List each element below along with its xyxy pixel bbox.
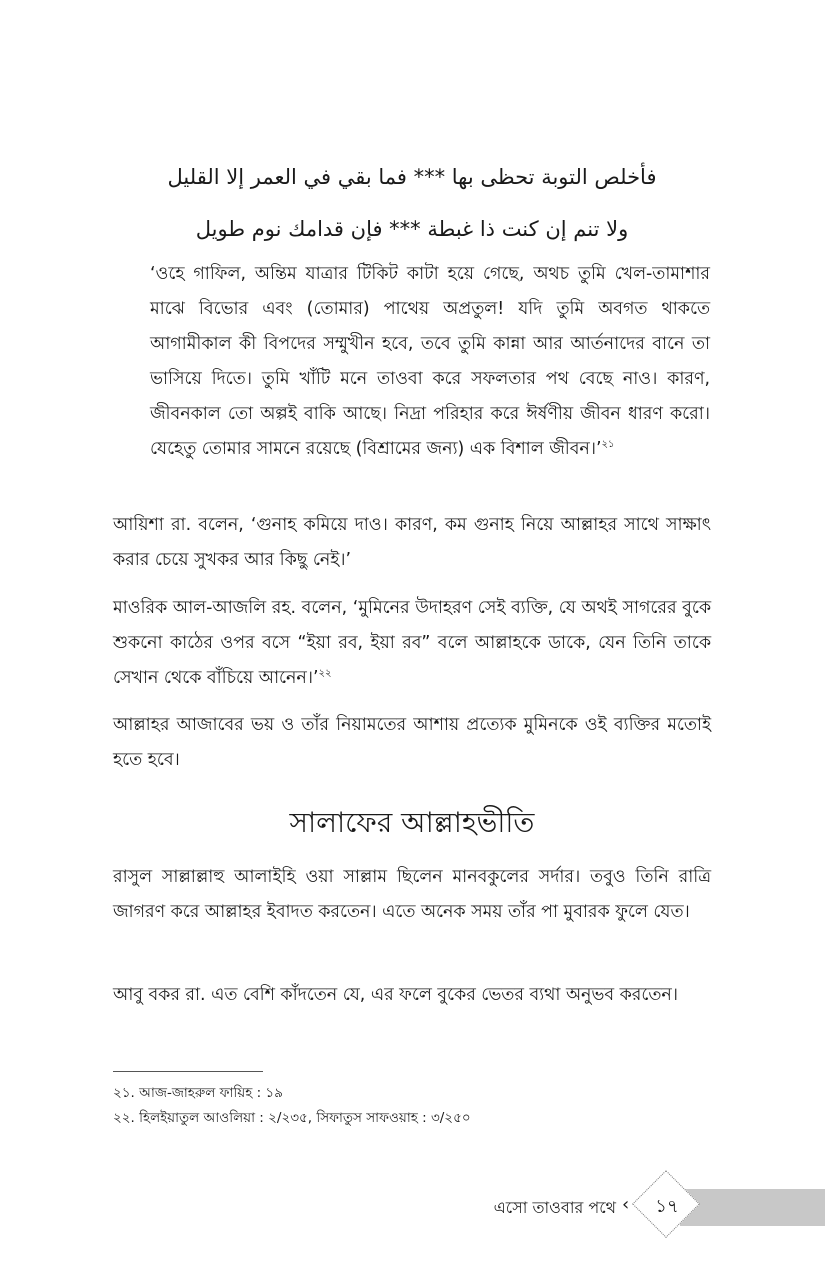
- paragraph-mawriq: [113, 591, 711, 696]
- page-number: ১৭: [655, 1196, 679, 1217]
- poem-line-1: فأخلص التوبة تحظى بها *** فما بقي في العمر إلا القليل: [167, 165, 657, 189]
- footnote-22: ২২. হিলইয়াতুল আওলিয়া : ২/২৩৫, সিফাতুস সাফওয়াহ : ৩/২৫০: [113, 1110, 471, 1126]
- paragraph-ayesha: আয়িশা রা. বলেন, ‘গুনাহ কমিয়ে দাও। কারণ, কম গুনাহ নিয়ে আল্লাহর সাথে সাক্ষাৎ করার চেয়ে সুখকর আর কিছু নেই।’: [113, 515, 711, 570]
- footnote-ref-22: ২২: [318, 668, 332, 680]
- paragraph-rasul: রাসুল সাল্লাল্লাহু আলাইহি ওয়া সাল্লাম ছিলেন মানবকুলের সর্দার। তবুও তিনি রাত্রি জাগরণ করে আল্লাহর ইবাদত করতেন। এতে অনেক সময় তাঁর পা মুবারক ফুলে যেত।: [113, 867, 711, 922]
- footer-band: [680, 1189, 825, 1226]
- poem-line-2: ولا تنم إن كنت ذا غبطة *** فإن قدامك نوم طويل: [195, 217, 629, 241]
- chevron-left-icon: ‹: [622, 1194, 630, 1215]
- quote-paragraph: [150, 257, 710, 467]
- section-heading: সালাফের আল্লাহভীতি: [289, 806, 535, 839]
- mawriq-text: মাওরিক আল-আজলি রহ. বলেন, ‘মুমিনের উদাহরণ সেই ব্যক্তি, যে অথই সাগরের বুকে শুকনো কাঠের ওপর বসে “ইয়া রব, ইয়া রব” বলে আল্লাহকে ডাকে, যেন তিনি তাকে সেখান থেকে বাঁচিয়ে আনেন।’: [113, 598, 711, 688]
- footnote-ref-21: ২১: [601, 439, 615, 451]
- paragraph-abubakr: আবু বকর রা. এত বেশি কাঁদতেন যে, এর ফলে বুকের ভেতর ব্যথা অনুভব করতেন।: [113, 985, 678, 1005]
- footnote-divider: [113, 1071, 263, 1072]
- quote-text: ‘ওহে গাফিল, অন্তিম যাত্রার টিকিট কাটা হয়ে গেছে, অথচ তুমি খেল-তামাশার মাঝে বিভোর এবং (তোমার) পাথেয় অপ্রতুল! যদি তুমি অবগত থাকতে আগামীকাল কী বিপদের সম্মুখীন হবে, তবে তুমি কান্না আর আর্তনাদের বানে তা ভাসিয়ে দিতে। তুমি খাঁটি মনে তাওবা করে সফলতার পথ বেছে নাও। কারণ, জীবনকাল তো অল্পই বাকি আছে। নিদ্রা পরিহার করে ঈর্ষণীয় জীবন ধারণ করো। যেহেতু তোমার সামনে রয়েছে (বিশ্রামের জন্য) এক বিশাল জীবন।’: [150, 264, 710, 459]
- footnote-21: ২১. আজ-জাহরুল ফায়িহ : ১৯: [113, 1085, 283, 1101]
- paragraph-allah: আল্লাহর আজাবের ভয় ও তাঁর নিয়ামতের আশায় প্রত্যেক মুমিনকে ওই ব্যক্তির মতোই হতে হবে।: [113, 715, 711, 770]
- running-footer-title: এসো তাওবার পথে: [493, 1198, 616, 1217]
